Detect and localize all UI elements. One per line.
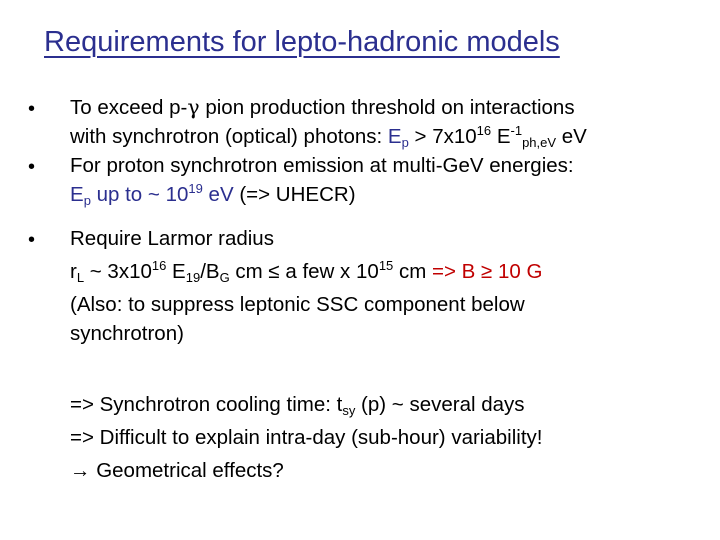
bullet-1-line-2: with synchrotron (optical) photons: $E_p > 7x10^{16}$ $E^{-1}_{ph,eV}$ eV <box>70 123 587 150</box>
bullet-marker: • <box>28 229 36 251</box>
slide-title: Requirements for lepto-hadronic models <box>44 26 560 58</box>
conclusion-line-1: => Synchrotron cooling time: $t_{sy}$ (p) ~ several days <box>70 393 525 418</box>
bullet-2-line-2: $E_p$ up to ~ $10^{19}$ eV (=> UHECR) <box>70 181 356 208</box>
bullet-3-line-4: synchrotron) <box>70 322 184 345</box>
bullet-marker: • <box>28 98 36 120</box>
conclusion-line-3: → Geometrical effects? <box>70 459 284 482</box>
bullet-3-line-1: Require Larmor radius <box>70 227 274 250</box>
bullet-2-line-1: For proton synchrotron emission at multi-GeV energies: <box>70 154 574 177</box>
bullet-3-line-2: $r_L$ ~ $3x10^{16}$ $E_{19}/B_G$ cm ≤ a few x $10^{15}$ cm => B ≥ 10 G <box>70 258 543 285</box>
bullet-1-line-1: To exceed p-γ pion production threshold on interactions <box>70 95 575 119</box>
bullet-marker: • <box>28 156 36 178</box>
bullet-3-line-3: (Also: to suppress leptonic SSC component below <box>70 293 525 316</box>
conclusion-line-2: => Difficult to explain intra-day (sub-hour) variability! <box>70 426 543 449</box>
